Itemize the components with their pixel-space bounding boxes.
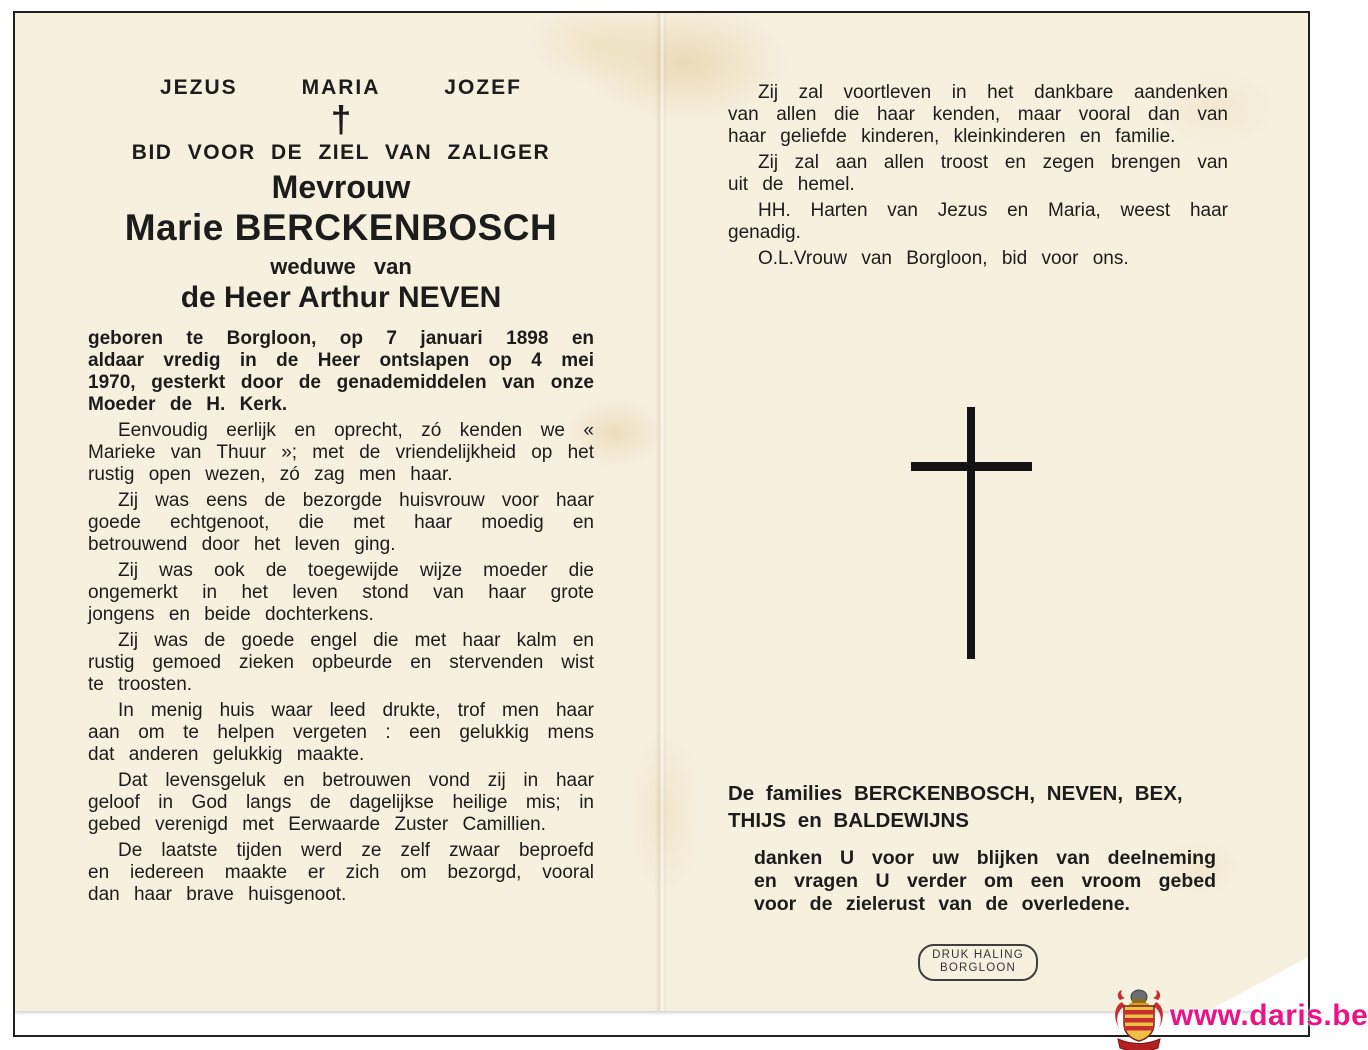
- memorial-paragraph: Zij zal aan allen troost en zegen brengen van uit de hemel.: [728, 152, 1228, 195]
- page-left: [88, 76, 594, 906]
- memorial-paragraph: Zij was eens de bezorgde huisvrouw voor haar goede echtgenoot, die met haar moedig en betrouwend door het leven ging.: [88, 490, 594, 555]
- families-line: THIJS en BALDEWIJNS: [728, 809, 969, 832]
- watermark-link: www.daris.be: [1170, 999, 1368, 1032]
- husband-name: de Heer Arthur NEVEN: [180, 281, 502, 314]
- invocation-jozef: JOZEF: [444, 76, 522, 99]
- daris-coat-of-arms-icon: [1112, 986, 1166, 1050]
- invocation-maria: MARIA: [301, 76, 381, 99]
- memorial-paragraph: In menig huis waar leed drukte, trof men haar aan om te helpen vergeten : een gelukkig mens dat anderen gelukkig maakte.: [88, 700, 594, 765]
- honorific: Mevrouw: [271, 169, 411, 205]
- memorial-paragraph: O.L.Vrouw van Borgloon, bid voor ons.: [758, 248, 1129, 269]
- families-line: De families BERCKENBOSCH, NEVEN, BEX,: [728, 782, 1183, 805]
- memorial-paragraph: Dat levensgeluk en betrouwen vond zij in haar geloof in God langs de dagelijkse heilige mis; in gebed verenigd met Eerwaarde Zuster Camillien.: [88, 770, 594, 835]
- biography-paragraph: geboren te Borgloon, op 7 januari 1898 en aldaar vredig in de Heer ontslapen op 4 mei 1970, gesterkt door de genademiddelen van onze Moeder de H. Kerk.: [88, 328, 594, 415]
- memorial-paragraph: Eenvoudig eerlijk en oprecht, zó kenden we « Marieke van Thuur »; met de vriendelijkheid op het rustig open wezen, zó zag men haar.: [88, 420, 594, 485]
- dagger-cross-icon: †: [330, 99, 352, 140]
- memorial-paragraph: De laatste tijden werd ze zelf zwaar beproefd en iedereen maakte er zich om bezorgd, vooral dan haar brave huisgenoot.: [88, 840, 594, 905]
- families-block: [728, 780, 1228, 916]
- relation-line: weduwe van: [270, 254, 412, 279]
- memorial-paragraph: Zij was de goede engel die met haar kalm en rustig gemoed zieken opbeurde en stervenden wist te troosten.: [88, 630, 594, 695]
- printer-stamp-line2: BORGLOON: [939, 962, 1017, 974]
- printer-stamp-line1: DRUK HALING: [932, 949, 1024, 961]
- invocation-names: [160, 76, 522, 100]
- latin-cross-icon: [967, 407, 975, 659]
- thanks-paragraph: danken U voor uw blijken van deelneming en vragen U verder om een vroom gebed voor de zielerust van de overledene.: [754, 847, 1216, 915]
- latin-cross-icon: [911, 462, 1032, 471]
- pray-line: BID VOOR DE ZIEL VAN ZALIGER: [131, 141, 551, 164]
- memorial-paragraph: Zij was ook de toegewijde wijze moeder die ongemerkt in het leven stond van haar grote jongens en beide dochterkens.: [88, 560, 594, 625]
- invocation-jezus: JEZUS: [160, 76, 238, 99]
- printer-stamp: [918, 944, 1038, 981]
- memorial-paragraph: HH. Harten van Jezus en Maria, weest haar genadig.: [728, 200, 1228, 243]
- fold-crease: [655, 13, 667, 1011]
- page-right: [728, 82, 1228, 270]
- deceased-name: Marie BERCKENBOSCH: [124, 207, 558, 248]
- card-paper: [15, 13, 1308, 1011]
- memorial-paragraph: Zij zal voortleven in het dankbare aandenken van allen die haar kenden, maar vooral dan van haar geliefde kinderen, kleinkinderen en familie.: [728, 82, 1228, 147]
- printer-stamp-wrap: [728, 944, 1228, 981]
